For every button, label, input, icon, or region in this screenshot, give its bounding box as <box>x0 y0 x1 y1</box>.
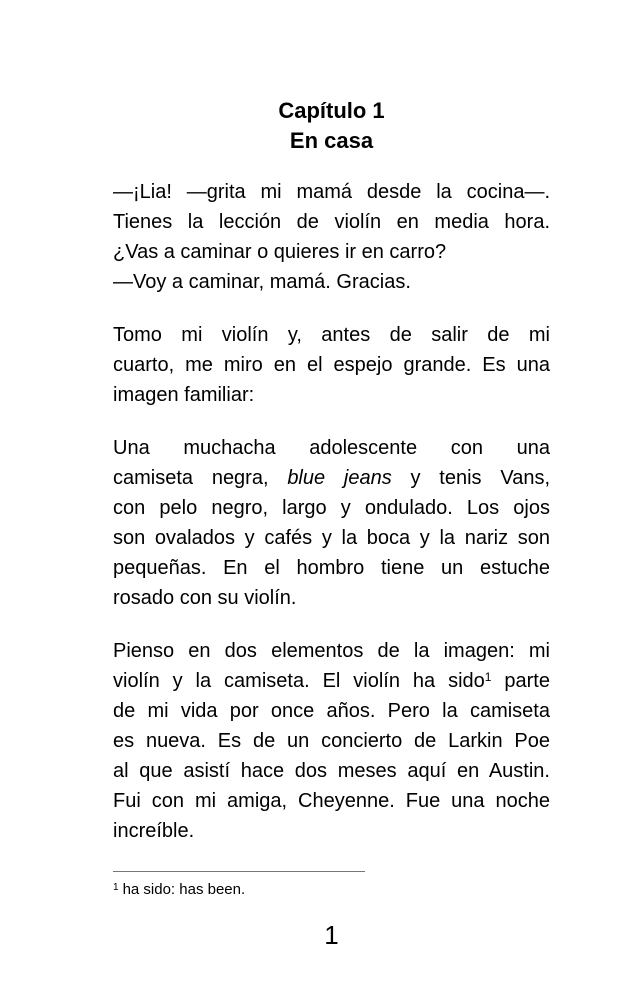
text-line <box>113 786 550 816</box>
page-number: 1 <box>324 920 339 950</box>
text-line <box>113 696 550 726</box>
text-line <box>113 320 550 350</box>
text-line <box>113 756 550 786</box>
text-segment: son ovalados y cafés y la boca y la nariz son <box>113 527 550 549</box>
text-line <box>113 350 550 380</box>
text-segment: —¡Lia! —grita mi mamá desde la cocina—. <box>113 181 550 203</box>
footnote-separator <box>113 871 365 872</box>
footnote-marker: 1 <box>113 881 119 893</box>
text-line <box>113 493 550 523</box>
text-segment: parte <box>491 670 550 692</box>
text-line <box>113 553 550 583</box>
text-segment: blue jeans <box>287 467 392 489</box>
text-segment: ¿Vas a caminar o quieres ir en carro? <box>113 241 447 263</box>
text-segment: Tomo mi violín y, antes de salir de mi <box>113 324 550 346</box>
text-line <box>113 380 550 410</box>
footnote-reference: 1 <box>484 670 492 684</box>
text-segment: violín y la camiseta. El violín ha sido <box>113 670 485 692</box>
paragraph <box>113 177 550 297</box>
text-segment: Una muchacha adolescente con una <box>113 437 550 459</box>
body-text <box>113 177 550 846</box>
text-line <box>113 237 550 267</box>
text-line <box>113 267 550 297</box>
text-line <box>113 636 550 666</box>
text-segment: Pienso en dos elementos de la imagen: mi <box>113 640 550 662</box>
paragraph <box>113 320 550 410</box>
text-segment: cuarto, me miro en el espejo grande. Es una <box>113 354 550 376</box>
text-line <box>113 207 550 237</box>
text-segment: y tenis Vans, <box>391 467 550 489</box>
text-line <box>113 666 550 696</box>
text-segment: Fui con mi amiga, Cheyenne. Fue una noche <box>113 790 550 812</box>
text-segment: Tienes la lección de violín en media hora. <box>113 211 550 233</box>
chapter-heading <box>113 96 550 156</box>
text-segment: de mi vida por once años. Pero la camiseta <box>113 700 550 722</box>
text-segment: camiseta negra, <box>113 467 288 489</box>
text-line <box>113 177 550 207</box>
text-segment: —Voy a caminar, mamá. Gracias. <box>113 271 411 293</box>
text-segment: es nueva. Es de un concierto de Larkin Poe <box>113 730 550 752</box>
paragraph <box>113 433 550 613</box>
footnote <box>113 880 550 902</box>
text-line <box>113 816 550 846</box>
text-segment: al que asistí hace dos meses aquí en Austin. <box>113 760 550 782</box>
text-segment: rosado con su violín. <box>113 587 297 609</box>
text-line <box>113 726 550 756</box>
text-line <box>113 583 550 613</box>
text-segment: imagen familiar: <box>113 384 255 406</box>
text-line <box>113 463 550 493</box>
text-segment: pequeñas. En el hombro tiene un estuche <box>113 557 550 579</box>
paragraph <box>113 636 550 846</box>
chapter-subtitle: En casa <box>289 128 374 153</box>
chapter-title: Capítulo 1 <box>278 98 385 123</box>
footnote-text: ha sido: has been. <box>122 881 246 898</box>
text-line <box>113 433 550 463</box>
text-segment: increíble. <box>113 820 195 842</box>
text-segment: con pelo negro, largo y ondulado. Los ojos <box>113 497 550 519</box>
text-line <box>113 523 550 553</box>
